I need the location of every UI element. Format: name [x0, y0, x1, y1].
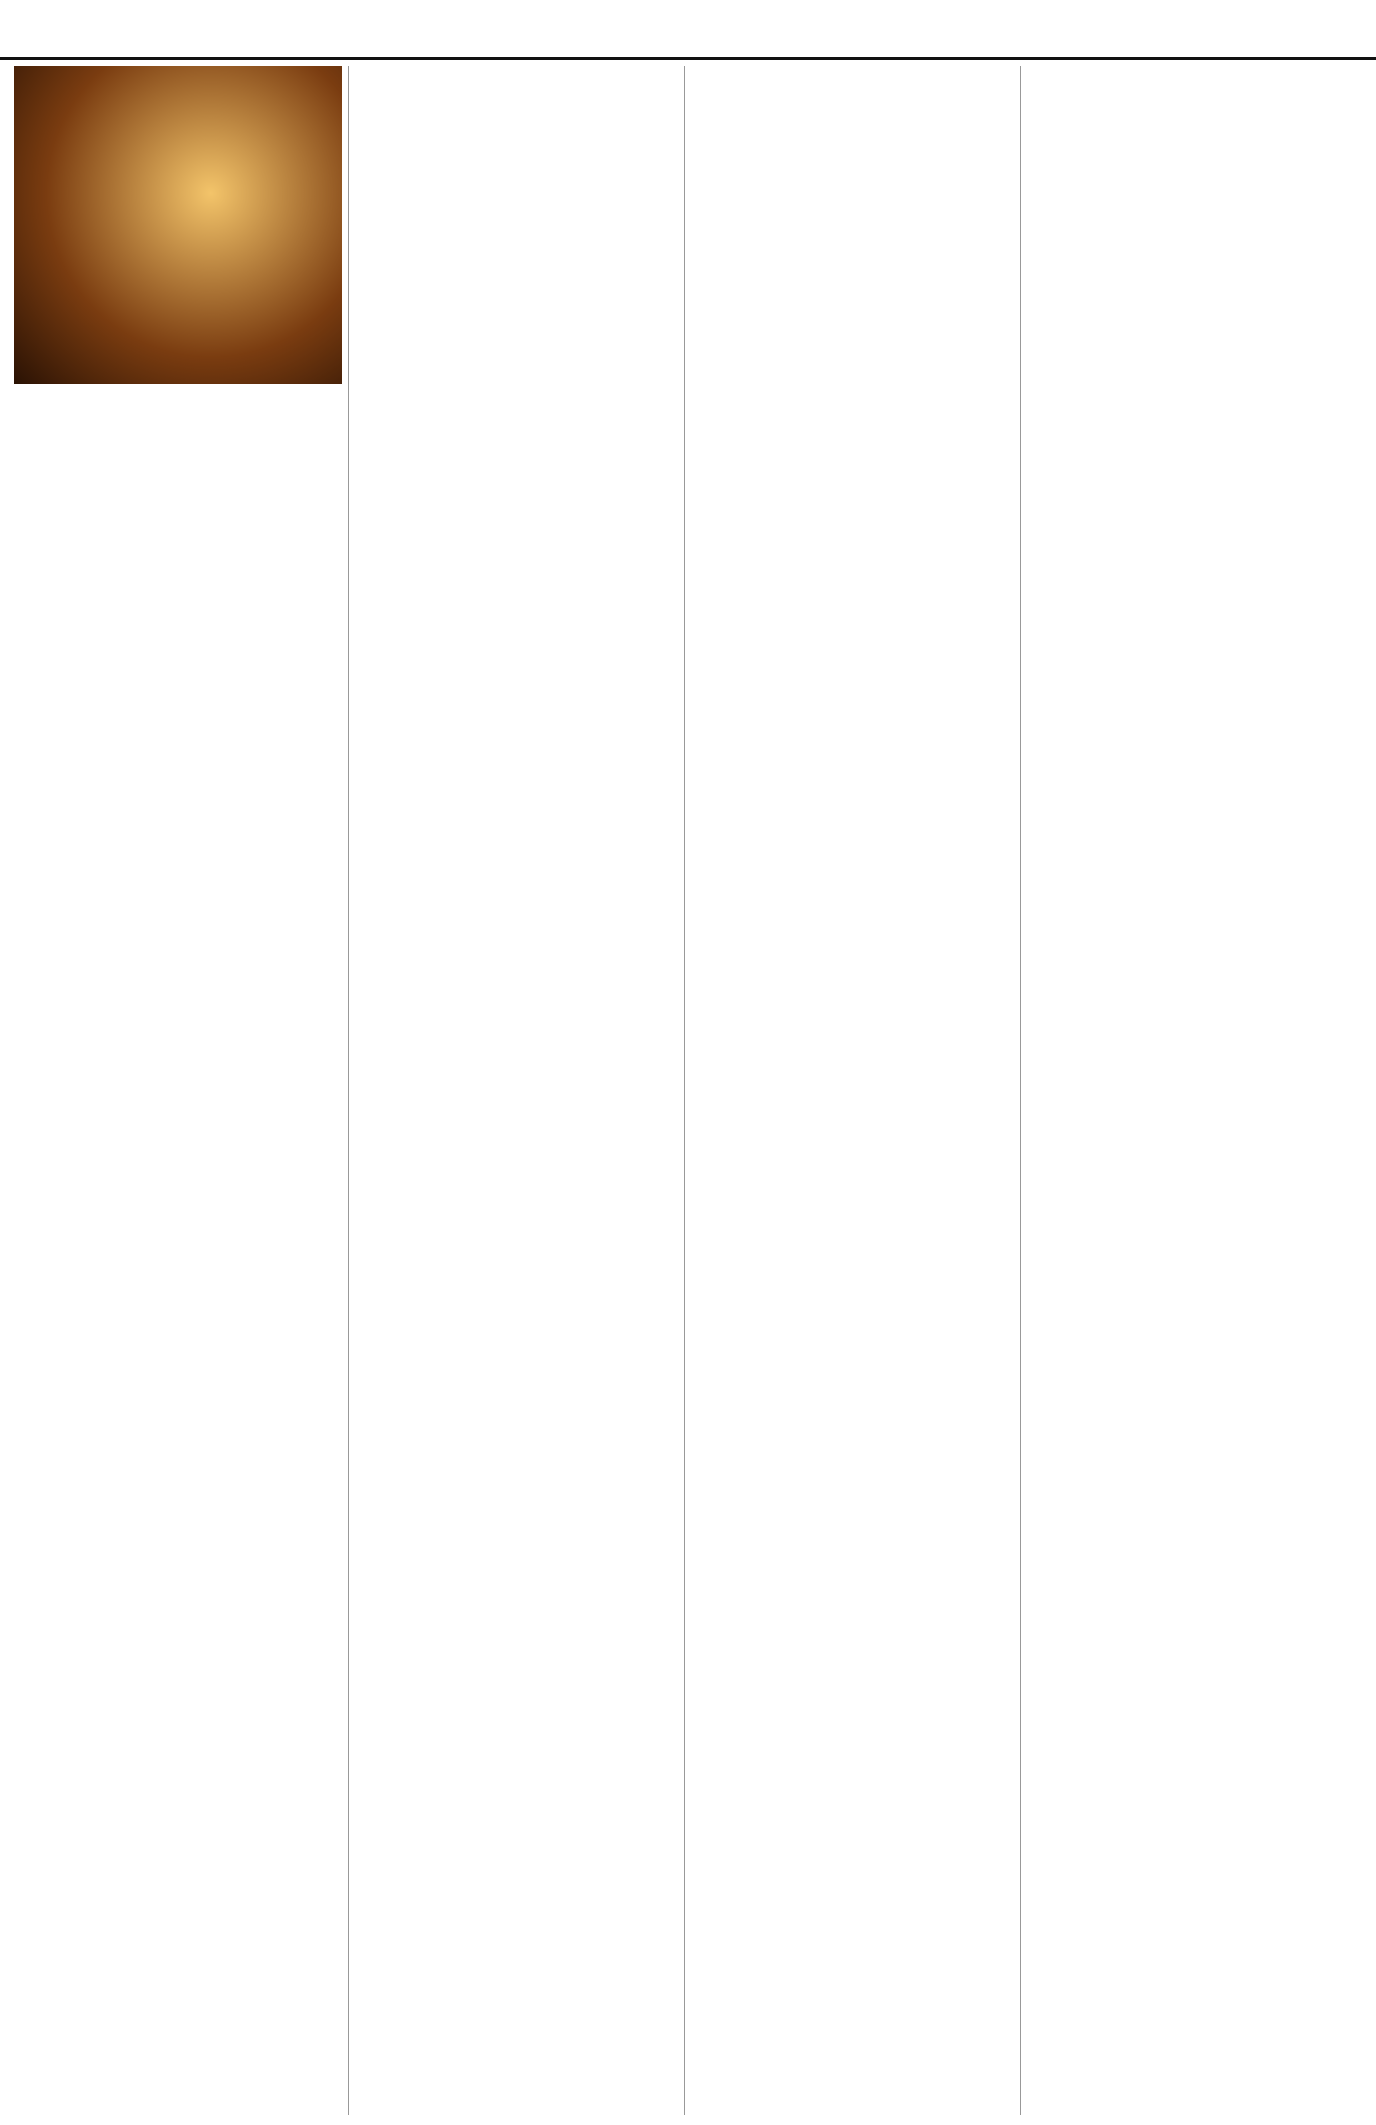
article-photo	[14, 66, 342, 384]
column-2	[348, 66, 678, 2115]
column-4	[1020, 66, 1364, 2115]
masthead	[0, 0, 1376, 60]
column-1	[14, 66, 342, 2115]
column-3	[684, 66, 1014, 2115]
